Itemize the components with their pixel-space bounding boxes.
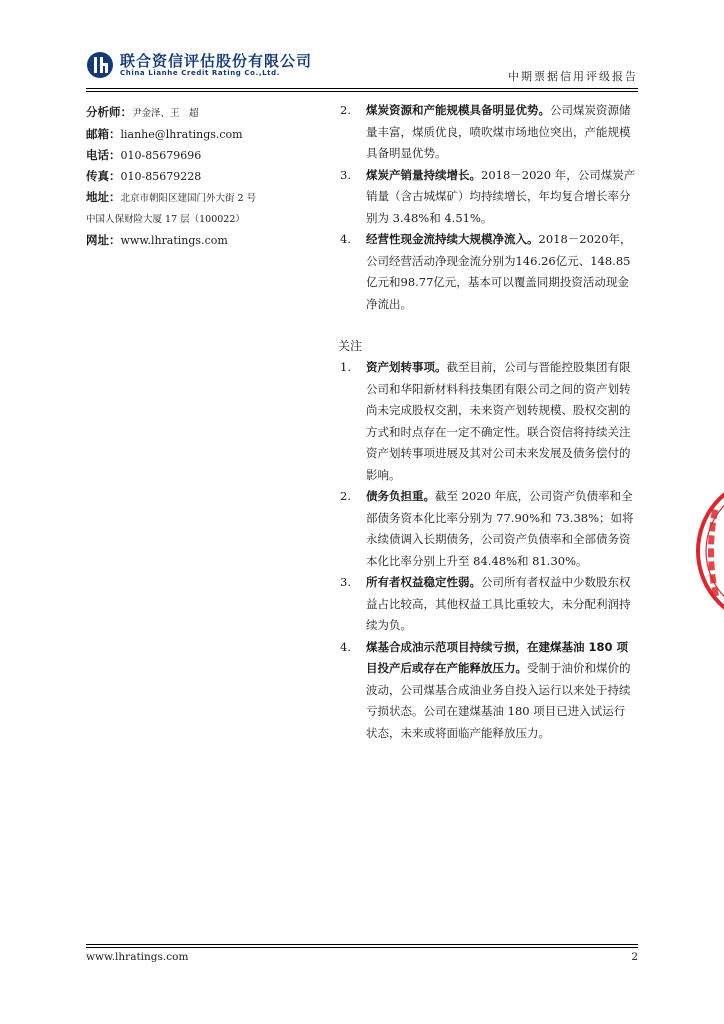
website-label: 网址： bbox=[86, 233, 121, 247]
item-text: 截至目前，公司与晋能控股集团有限公司和华阳新材料科技集团有限公司之间的资产划转尚未完成股权交割，未来资产划转规模、股权交割的方式和时点存在一定不确定性。联合资信将持续关注资产划转事项进展及其对公司未来发展及债务偿付的影响。 bbox=[366, 360, 631, 482]
address-value-line2: 中国人保财险大厦 17 层（100022） bbox=[86, 214, 245, 225]
concern-item bbox=[338, 486, 636, 572]
analyst-label: 分析师： bbox=[86, 105, 132, 119]
fax-row bbox=[86, 166, 306, 187]
item-title: 资产划转事项。 bbox=[366, 360, 447, 374]
strength-item bbox=[338, 165, 636, 230]
item-title: 经营性现金流持续大规模净流入。 bbox=[366, 232, 539, 246]
item-title: 煤基合成油示范项目持续亏损，在建煤基油 180 项目投产后或存在产能释放压力。 bbox=[366, 639, 629, 675]
address-label: 地址： bbox=[86, 190, 121, 204]
website-value: www.lhratings.com bbox=[120, 234, 228, 247]
item-number: 1. bbox=[340, 360, 351, 374]
email-row bbox=[86, 124, 306, 145]
item-text: 公司煤炭资源储量丰富，煤质优良，喷吹煤市场地位突出，产能规模具备明显优势。 bbox=[366, 103, 631, 160]
address-value-line1: 北京市朝阳区建国门外大街 2 号 bbox=[120, 193, 257, 204]
phone-label: 电话： bbox=[86, 148, 121, 162]
item-number: 2. bbox=[340, 489, 351, 503]
fax-label: 传真： bbox=[86, 169, 121, 183]
lianhe-logo-icon bbox=[86, 51, 114, 79]
analyst-row bbox=[86, 102, 306, 124]
concern-item bbox=[338, 572, 636, 637]
concern-item bbox=[338, 357, 636, 486]
address-row bbox=[86, 187, 306, 209]
item-text: 2018－2020 年，公司煤炭产销量（含古城煤矿）均持续增长，年均复合增长率分别为 3.48%和 4.51%。 bbox=[366, 167, 636, 225]
analyst-value: 尹金泽、王 超 bbox=[132, 108, 199, 119]
item-number: 4. bbox=[340, 232, 351, 246]
company-name-en: China Lianhe Credit Rating Co.,Ltd. bbox=[120, 69, 280, 77]
contact-block bbox=[86, 102, 306, 251]
strength-item bbox=[338, 229, 636, 315]
item-text: 受制于油价和煤价的波动，公司煤基合成油业务自投入运行以来处于持续亏损状态。公司在建煤基油 180 项目已进入试运行状态，未来或将面临产能释放压力。 bbox=[366, 661, 631, 740]
website-row bbox=[86, 230, 306, 251]
strength-item bbox=[338, 100, 636, 165]
item-text: 2018－2020年，公司经营活动净现金流分别为146.26亿元、148.85亿元和98.77亿元，基本可以覆盖同期投资活动现金净流出。 bbox=[366, 232, 632, 311]
page-number: 2 bbox=[631, 951, 638, 963]
phone-value: 010-85679696 bbox=[120, 149, 202, 162]
item-title: 所有者权益稳定性弱。 bbox=[366, 575, 481, 589]
item-title: 煤炭产销量持续增长。 bbox=[366, 167, 481, 182]
item-number: 4. bbox=[340, 639, 351, 654]
item-text: 截至 2020 年底，公司资产负债率和全部债务资本化比率分别为 77.90%和 73.38%；如将永续债调入长期债务，公司资产负债率和全部债务资本化比率分别上升至 84.48%和 81.30%。 bbox=[366, 489, 634, 568]
report-type: 中期票据信用评级报告 bbox=[508, 70, 638, 83]
concerns-heading: 关注 bbox=[338, 339, 363, 353]
item-number: 3. bbox=[340, 167, 351, 182]
item-number: 2. bbox=[340, 103, 351, 117]
phone-row bbox=[86, 145, 306, 166]
footer-website: www.lhratings.com bbox=[86, 951, 189, 963]
item-text: 公司所有者权益中少数股东权益占比较高，其他权益工具比重较大，未分配利润持续为负。 bbox=[366, 575, 631, 632]
email-value: lianhe@lhratings.com bbox=[120, 128, 243, 141]
company-name-cn: 联合资信评估股份有限公司 bbox=[120, 52, 313, 70]
concern-item bbox=[338, 637, 636, 745]
main-content bbox=[338, 100, 636, 744]
fax-value: 010-85679228 bbox=[120, 170, 202, 183]
company-seal-stamp bbox=[694, 466, 724, 636]
header-divider bbox=[86, 88, 638, 92]
page-header bbox=[86, 46, 638, 90]
item-number: 3. bbox=[340, 575, 351, 589]
item-title: 煤炭资源和产能规模具备明显优势。 bbox=[366, 103, 550, 117]
email-label: 邮箱： bbox=[86, 127, 121, 141]
item-title: 债务负担重。 bbox=[366, 489, 435, 503]
footer-divider bbox=[86, 944, 638, 948]
